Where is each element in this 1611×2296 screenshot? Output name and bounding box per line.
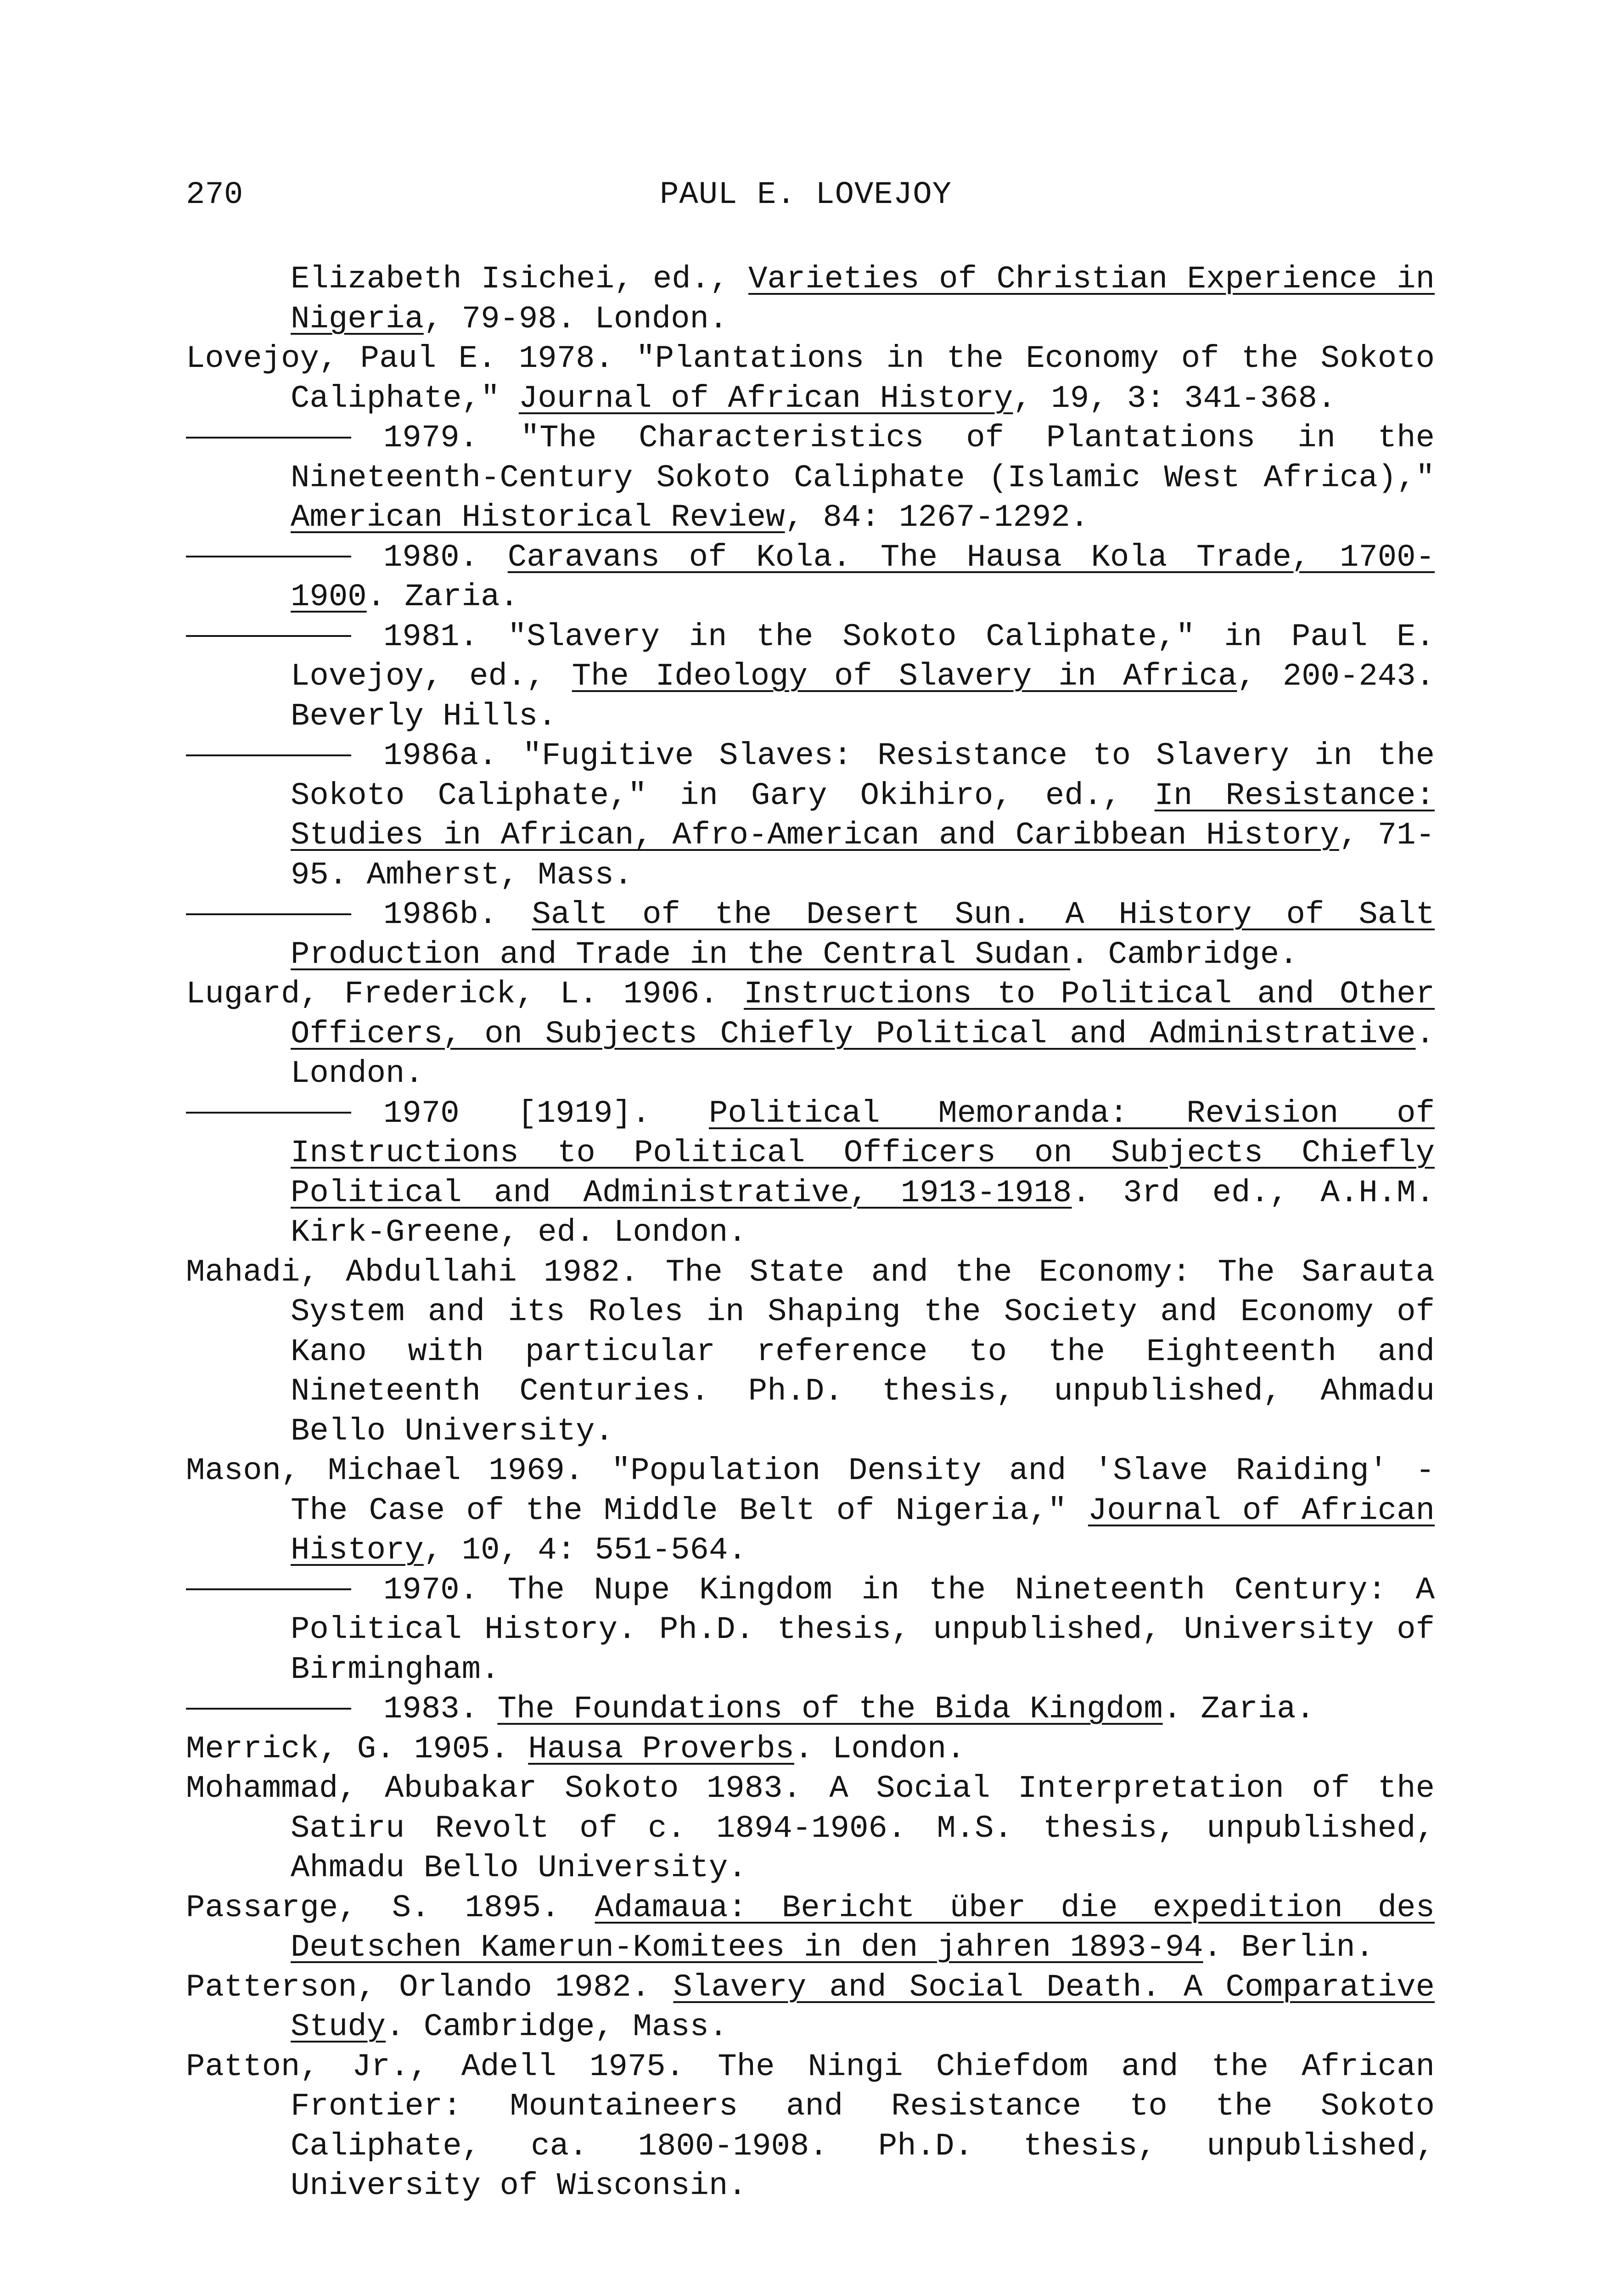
- underlined-title: Journal of African History: [518, 380, 1013, 416]
- reference-text: , 79-98. London.: [423, 301, 728, 337]
- reference-text: 1983.: [383, 1691, 498, 1727]
- reference-entry: [186, 1094, 1435, 1253]
- reference-text: . Cambridge, Mass.: [386, 2009, 728, 2045]
- underlined-title: In Resistance: Studies in African, Afro-American and Caribbean History: [291, 777, 1435, 853]
- underlined-title: Political Memoranda: Revision of Instructions to Political Officers on Subjects Chiefly Political and Administrative, 1913-1918: [291, 1095, 1435, 1211]
- reference-entry: [186, 1570, 1435, 1690]
- reference-text: Passarge, S. 1895.: [186, 1890, 595, 1926]
- reference-text: , 200-243. Beverly Hills.: [291, 658, 1435, 734]
- ditto-rule: [186, 1708, 351, 1710]
- reference-text: Elizabeth Isichei, ed.,: [291, 261, 749, 297]
- reference-text: Merrick, G. 1905.: [186, 1731, 528, 1767]
- underlined-title: Journal of African History: [291, 1492, 1435, 1568]
- reference-text: Mohammad, Abubakar Sokoto 1983. A Social Interpretation of the Satiru Revolt of c. 1894-1906. M.S. thesis, unpublished, Ahmadu Bello University.: [186, 1771, 1435, 1886]
- reference-text: , 19, 3: 341-368.: [1013, 380, 1336, 416]
- reference-text: . 3rd ed., A.H.M. Kirk-Greene, ed. London.: [291, 1175, 1435, 1250]
- ditto-rule: [186, 913, 351, 915]
- underlined-title: Instructions to Political and Other Officers, on Subjects Chiefly Political and Administrative: [291, 976, 1435, 1052]
- reference-text: . London.: [291, 1016, 1435, 1092]
- reference-text: 1986a. "Fugitive Slaves: Resistance to Slavery in the Sokoto Caliphate," in Gary Okihiro, ed.,: [291, 738, 1435, 814]
- reference-text: . Cambridge.: [1070, 936, 1298, 973]
- reference-text: 1980.: [383, 539, 508, 575]
- reference-entry: [186, 1253, 1435, 1452]
- reference-text: , 71-95. Amherst, Mass.: [291, 817, 1435, 893]
- reference-text: Lugard, Frederick, L. 1906.: [186, 976, 744, 1012]
- reference-text: Patterson, Orlando 1982.: [186, 1969, 674, 2005]
- reference-text: . Zaria.: [1162, 1691, 1315, 1727]
- reference-text: . Zaria.: [366, 579, 519, 615]
- reference-list: [186, 259, 1435, 2206]
- ditto-rule: [186, 1112, 351, 1114]
- reference-entry: [186, 1689, 1435, 1729]
- reference-entry: [186, 895, 1435, 974]
- page-header: [186, 177, 1426, 218]
- underlined-title: Caravans of Kola. The Hausa Kola Trade, 1700-1900: [291, 539, 1435, 615]
- reference-text: . London.: [794, 1731, 965, 1767]
- underlined-title: The Foundations of the Bida Kingdom: [497, 1691, 1163, 1727]
- underlined-title: American Historical Review: [291, 500, 785, 535]
- reference-text: . Berlin.: [1203, 1930, 1375, 1965]
- underlined-title: Salt of the Desert Sun. A History of Salt Production and Trade in the Central Sudan: [291, 897, 1435, 973]
- ditto-rule: [186, 556, 351, 557]
- underlined-title: The Ideology of Slavery in Africa: [572, 658, 1237, 694]
- running-head: PAUL E. LOVEJOY: [659, 177, 952, 213]
- underlined-title: Adamaua: Bericht über die expedition des Deutschen Kamerun-Komitees in den jahren 1893-94: [291, 1890, 1435, 1965]
- underlined-title: Slavery and Social Death. A Comparative Study: [291, 1969, 1435, 2045]
- reference-text: 1970 [1919].: [383, 1095, 709, 1131]
- reference-entry: [186, 1968, 1435, 2047]
- reference-entry: [186, 974, 1435, 1094]
- reference-entry: [186, 1451, 1435, 1570]
- reference-entry: [186, 339, 1435, 418]
- reference-entry: [186, 736, 1435, 895]
- reference-entry: [186, 538, 1435, 617]
- reference-entry: [186, 259, 1435, 339]
- ditto-rule: [186, 437, 351, 439]
- reference-text: Lovejoy, Paul E. 1978. "Plantations in the Economy of the Sokoto Caliphate,": [186, 341, 1435, 416]
- reference-entry: [186, 1888, 1435, 1968]
- reference-entry: [186, 1769, 1435, 1888]
- ditto-rule: [186, 1588, 351, 1590]
- reference-text: 1970. The Nupe Kingdom in the Nineteenth Century: A Political History. Ph.D. thesis, unpublished, University of Birmingham.: [291, 1572, 1435, 1688]
- reference-entry: [186, 418, 1435, 538]
- reference-text: , 84: 1267-1292.: [785, 500, 1089, 535]
- reference-text: , 10, 4: 551-564.: [423, 1532, 747, 1568]
- ditto-rule: [186, 754, 351, 756]
- reference-entry: [186, 617, 1435, 737]
- underlined-title: Varieties of Christian Experience in Nigeria: [291, 261, 1435, 337]
- reference-text: 1986b.: [383, 897, 532, 933]
- reference-text: 1979. "The Characteristics of Plantations in the Nineteenth-Century Sokoto Caliphate (Islamic West Africa),": [291, 420, 1435, 496]
- reference-entry: [186, 1729, 1435, 1769]
- reference-text: Mahadi, Abdullahi 1982. The State and the Economy: The Sarauta System and its Roles in Shaping the Society and Economy of Kano with particular reference to the Eighteenth and Nineteenth Centuries. Ph.D. thesis, unpublished, Ahmadu Bello University.: [186, 1254, 1435, 1449]
- reference-text: 1981. "Slavery in the Sokoto Caliphate," in Paul E. Lovejoy, ed.,: [291, 619, 1435, 694]
- ditto-rule: [186, 635, 351, 637]
- reference-text: Mason, Michael 1969. "Population Density and 'Slave Raiding' - The Case of the Middle Belt of Nigeria,": [186, 1453, 1435, 1529]
- page-number: 270: [186, 177, 243, 213]
- underlined-title: Hausa Proverbs: [528, 1731, 795, 1767]
- reference-entry: [186, 2047, 1435, 2206]
- reference-text: Patton, Jr., Adell 1975. The Ningi Chiefdom and the African Frontier: Mountaineers and Resistance to the Sokoto Caliphate, ca. 1800-1908. Ph.D. thesis, unpublished, University of Wisconsin.: [186, 2048, 1435, 2204]
